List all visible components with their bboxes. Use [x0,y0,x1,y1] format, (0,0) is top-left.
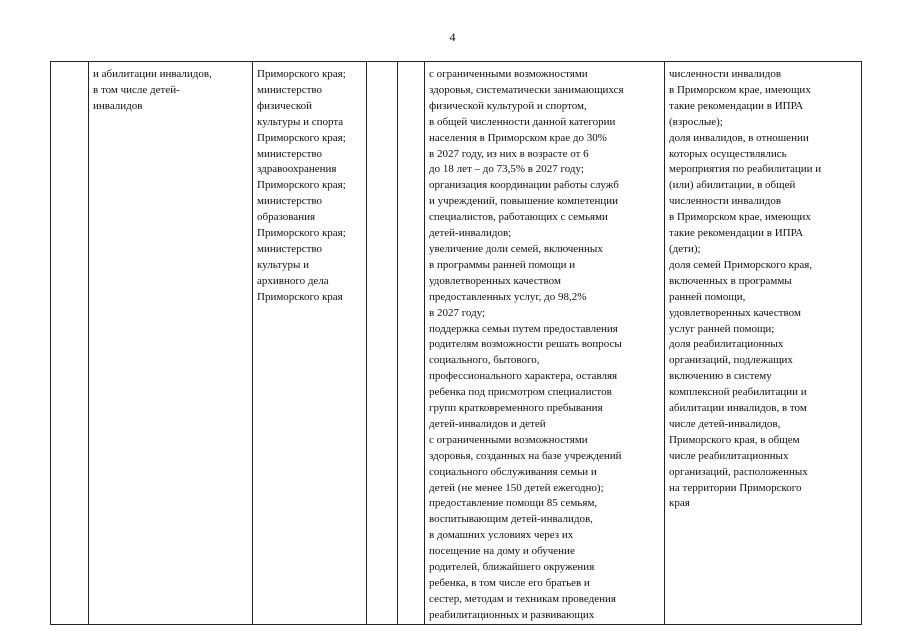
table-cell-number [51,62,89,625]
page-number: 4 [449,30,456,44]
indicators-text: численности инвалидов в Приморском крае, имеющих такие рекомендации в ИПРА (взрослые); доля инвалидов, в отношении которых осуществлялись мероприятия по реабилитации и (или) абилитации, в общей численности инвалидов в Приморском крае, имеющих такие рекомендации в ИПРА (дети); доля семей Приморского края, включенных в программы ранней помощи, удовлетворенных качеством услуг ранней помощи; доля реабилитационных организаций, подлежащих включению в систему комплексной реабилитации и абилитации инвалидов, в том числе детей-инвалидов, Приморского края, в общем числе реабилитационных организаций, расположенных на территории Приморского края [669,68,822,510]
table-cell-empty-1 [367,62,398,625]
table-row [51,62,862,625]
table-cell-empty-2 [398,62,425,625]
task-name-text: и абилитации инвалидов, в том числе детей- инвалидов [93,68,212,112]
table-cell-responsible [253,62,367,625]
responsible-text: Приморского края; министерство физической культуры и спорта Приморского края; министерство здравоохранения Приморского края; министерство образования Приморского края; министерство культуры и архивного дела Приморского края [257,68,346,303]
expected-results-text: с ограниченными возможностями здоровья, систематически занимающихся физической культурой и спортом, в общей численности данной категории населения в Приморском крае до 30% в 2027 году, из них в возрасте от 6 до 18 лет – до 73,5% в 2027 году; организация координации работы служб и учреждений, повышение компетенции специалистов, работающих с семьями детей-инвалидов; увеличение доли семей, включенных в программы ранней помощи и удовлетворенных качеством предоставленных услуг, до 98,2% в 2027 году; поддержка семьи путем предоставления родителям возможности решать вопросы социального, бытового, профессионального характера, оставляя ребенка под присмотром специалистов групп кратковременного пребывания детей-инвалидов и детей с ограниченными возможностями здоровья, созданных на базе учреждений социального обслуживания семьи и детей (не менее 150 детей ежегодно); предоставление помощи 85 семьям, воспитывающим детей-инвалидов, в домашних условиях через их посещение на дому и обучение родителей, ближайшего окружения ребенка, в том числе его братьев и сестер, методам и техникам проведения реабилитационных и развивающих [429,68,624,621]
table-cell-expected-results [425,62,665,625]
document-table [50,61,862,625]
table-cell-indicators [665,62,862,625]
table-cell-task-name [89,62,253,625]
